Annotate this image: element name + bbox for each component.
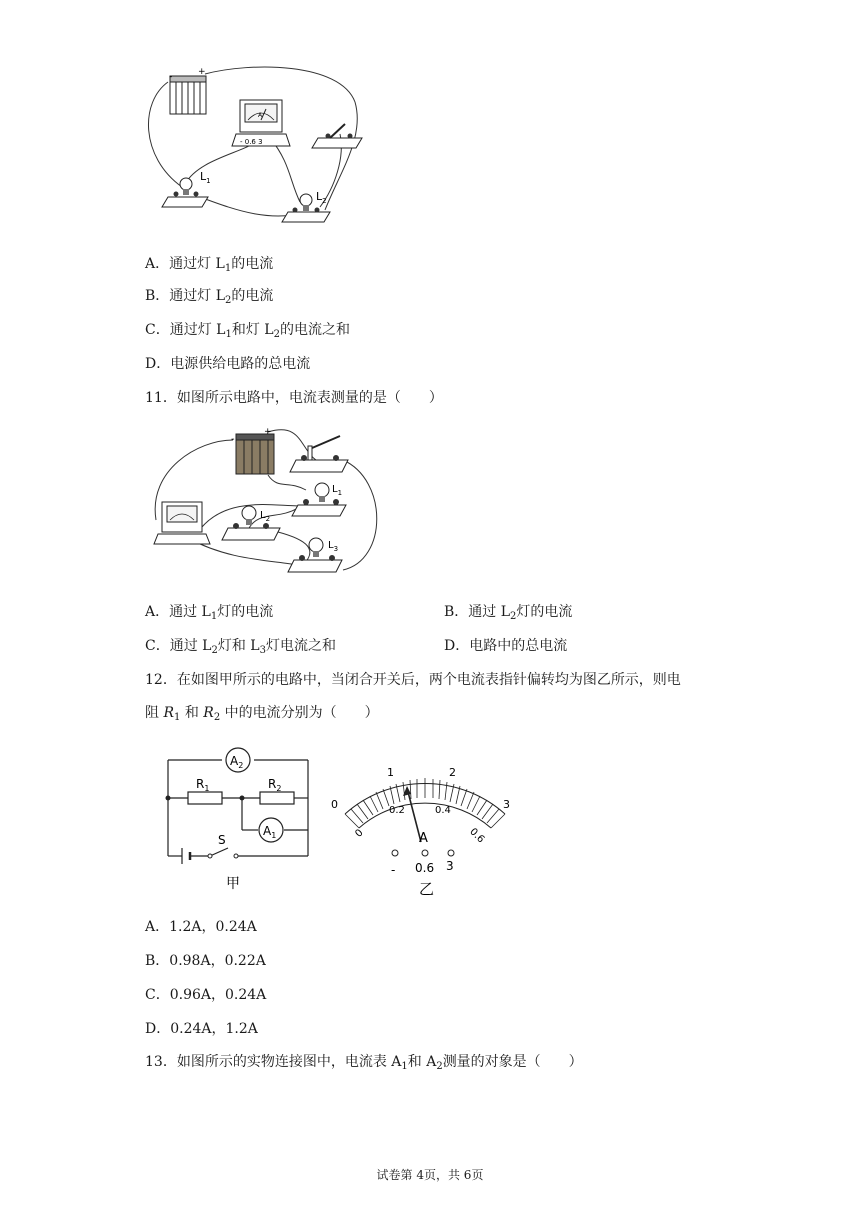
terminal-0-6	[422, 850, 428, 856]
q12-option-a[interactable]: A．1.2A，0.24A	[145, 919, 257, 935]
q10-option-a[interactable]: A．通过灯 $L_1$的电流	[145, 256, 274, 274]
battery-minus-label: -	[231, 434, 235, 445]
terminal-minus	[392, 850, 398, 856]
bottom-scale-0: 0	[353, 827, 366, 840]
q10-circuit-figure	[140, 62, 370, 237]
bottom-scale-0-2: 0.2	[389, 805, 405, 816]
switch-icon	[312, 124, 362, 148]
q12-option-b[interactable]: B．0.98A，0.22A	[145, 953, 266, 969]
circuit-caption-jia: 甲	[226, 876, 240, 892]
ammeter-terminal-labels: - 0.6 3	[240, 138, 263, 146]
terminal-3-label: 3	[446, 859, 454, 873]
top-scale-3: 3	[503, 798, 510, 811]
q12-circuit-diagram	[160, 744, 320, 894]
junction-dot-left	[166, 796, 171, 801]
battery-icon	[170, 76, 206, 114]
r2-label: $R_2$	[268, 777, 282, 793]
meter-letter: A	[419, 831, 428, 846]
r2-resistor-symbol	[260, 792, 294, 804]
battery-plus-label: +	[198, 67, 206, 77]
a2-label: $A_2$	[230, 754, 244, 770]
lamp-l2-label: $L_2$	[260, 510, 271, 523]
q11-option-c[interactable]: C．通过 $L_2$灯和 $L_3$灯电流之和	[145, 638, 336, 656]
q11-circuit-figure	[148, 420, 388, 580]
junction-dot-middle	[240, 796, 245, 801]
lamp-l3-label: $L_3$	[328, 540, 339, 553]
battery-symbol	[182, 848, 190, 864]
switch-icon	[290, 436, 348, 472]
ammeter-icon	[154, 502, 210, 544]
lamp-l1-icon	[292, 483, 346, 516]
q11-option-d[interactable]: D．电路中的总电流	[444, 638, 568, 654]
lamp-l1-label: $L_1$	[200, 170, 211, 185]
a1-label: $A_1$	[263, 824, 277, 840]
battery-icon	[236, 434, 274, 474]
meter-caption-yi: 乙	[419, 880, 435, 898]
q11-stem: 11．如图所示电路中，电流表测量的是（ ）	[145, 390, 443, 406]
top-scale-1: 1	[387, 766, 394, 779]
terminal-0-6-label: 0.6	[415, 861, 435, 875]
bottom-scale-0-6: 0.6	[467, 826, 487, 846]
terminal-3	[448, 850, 454, 856]
page-footer: 试卷第 4页，共 6页	[376, 1168, 484, 1182]
lamp-l1-label: $L_1$	[332, 484, 343, 497]
bottom-scale-0-4: 0.4	[435, 805, 451, 816]
q13-stem: 13．如图所示的实物连接图中，电流表 $A_1$和 $A_2$测量的对象是（ ）	[145, 1054, 583, 1072]
q12-ammeter-dial	[325, 756, 520, 901]
lamp-l2-label: $L_2$	[316, 190, 327, 205]
r1-resistor-symbol	[188, 792, 222, 804]
q12-option-d[interactable]: D．0.24A，1.2A	[145, 1021, 258, 1037]
q12-stem-line1: 12．在如图甲所示的电路中，当闭合开关后，两个电流表指针偏转均为图乙所示，则电	[145, 672, 681, 688]
battery-plus-label: +	[264, 427, 272, 437]
switch-label: S	[218, 833, 226, 847]
ammeter-letter: A	[258, 112, 263, 119]
top-scale-2: 2	[449, 766, 456, 779]
q12-stem-line2: 阻 $R_1$ 和 $R_2$ 中的电流分别为（ ）	[145, 705, 379, 723]
top-scale-0: 0	[331, 798, 338, 811]
q10-option-d[interactable]: D．电源供给电路的总电流	[145, 356, 311, 372]
lamp-l3-icon	[288, 538, 342, 572]
r1-label: $R_1$	[196, 777, 210, 793]
lamp-l2-icon	[222, 506, 280, 540]
terminal-minus-label: -	[391, 863, 396, 877]
q10-option-c[interactable]: C．通过灯 $L_1$和灯 $L_2$的电流之和	[145, 322, 350, 340]
q12-option-c[interactable]: C．0.96A，0.24A	[145, 987, 267, 1003]
q11-option-b[interactable]: B．通过 $L_2$灯的电流	[444, 604, 573, 622]
q11-option-a[interactable]: A．通过 $L_1$灯的电流	[145, 604, 274, 622]
battery-minus-label: -	[169, 72, 173, 82]
q10-option-b[interactable]: B．通过灯 $L_2$的电流	[145, 288, 274, 306]
